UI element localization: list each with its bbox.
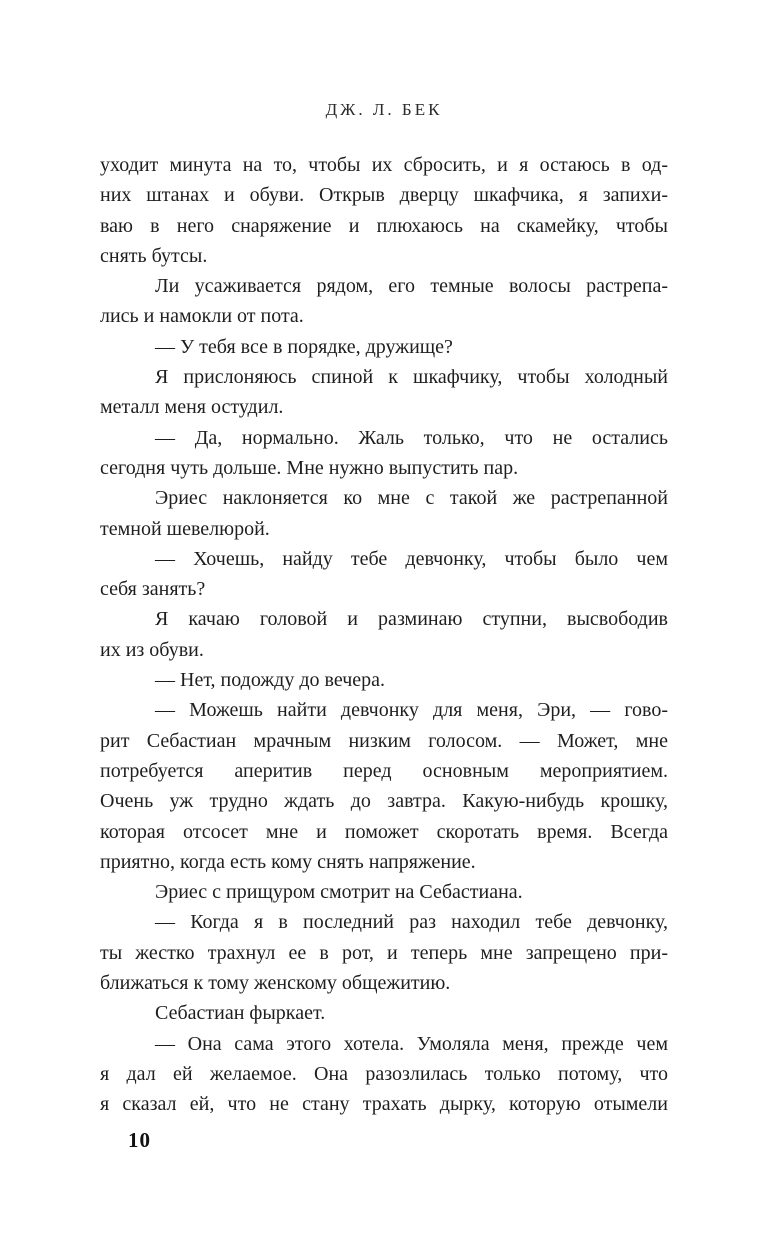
text-line: — Когда я в последний раз находил тебе девчонку, [155,911,668,934]
text-line: лись и намокли от пота. [100,305,304,328]
text-line: — Она сама этого хотела. Умоляла меня, прежде чем [155,1032,668,1055]
text-line: себя занять? [100,578,206,601]
text-line: Эриес наклоняется ко мне с такой же растрепанной [155,487,668,510]
text-line: ты жестко трахнул ее в рот, и теперь мне запрещено при- [100,941,668,964]
text-line: их из обуви. [100,638,204,661]
text-line: Я прислоняюсь спиной к шкафчику, чтобы холодный [155,366,668,389]
text-line: металл меня остудил. [100,396,284,419]
page-number: 10 [128,1128,151,1152]
text-line: Я качаю головой и разминаю ступни, высвободив [155,608,668,631]
text-line: уходит минута на то, чтобы их сбросить, и я остаюсь в од- [100,154,668,176]
text-line: я дал ей желаемое. Она разозлилась только потому, что [100,1062,668,1085]
text-line: темной шевелюрой. [100,517,270,540]
text-line: — Нет, подожду до вечера. [155,669,386,692]
text-line: ближаться к тому женскому общежитию. [100,972,451,995]
text-line: — Хочешь, найду тебе девчонку, чтобы было чем [155,547,668,570]
text-line: Очень уж трудно ждать до завтра. Какую-нибудь крошку, [100,790,668,813]
running-header: ДЖ. Л. БЕК [325,100,443,119]
text-line: Себастиан фыркает. [155,1002,326,1025]
text-line: я сказал ей, что не стану трахать дырку, которую отымели [100,1093,668,1116]
text-line: рит Себастиан мрачным низким голосом. — Может, мне [100,729,668,752]
text-line: Ли усаживается рядом, его темные волосы растрепа- [155,275,668,298]
text-line: потребуется аперитив перед основным мероприятием. [100,759,668,782]
text-line: сегодня чуть дольше. Мне нужно выпустить пар. [100,456,519,479]
text-line: снять бутсы. [100,244,208,267]
text-line: них штанах и обуви. Открыв дверцу шкафчика, я запихи- [100,184,668,207]
text-line: ваю в него снаряжение и плюхаюсь на скамейку, чтобы [100,214,668,237]
text-line: приятно, когда есть кому снять напряжение. [100,850,476,873]
text-line: — Можешь найти девчонку для меня, Эри, — гово- [155,699,668,722]
text-block [100,150,668,1120]
text-line: которая отсосет мне и поможет скоротать время. Всегда [100,820,668,843]
text-line: — Да, нормально. Жаль только, что не остались [155,426,668,449]
text-line: Эриес с прищуром смотрит на Себастиана. [155,881,523,904]
text-line: — У тебя все в порядке, дружище? [155,335,453,358]
